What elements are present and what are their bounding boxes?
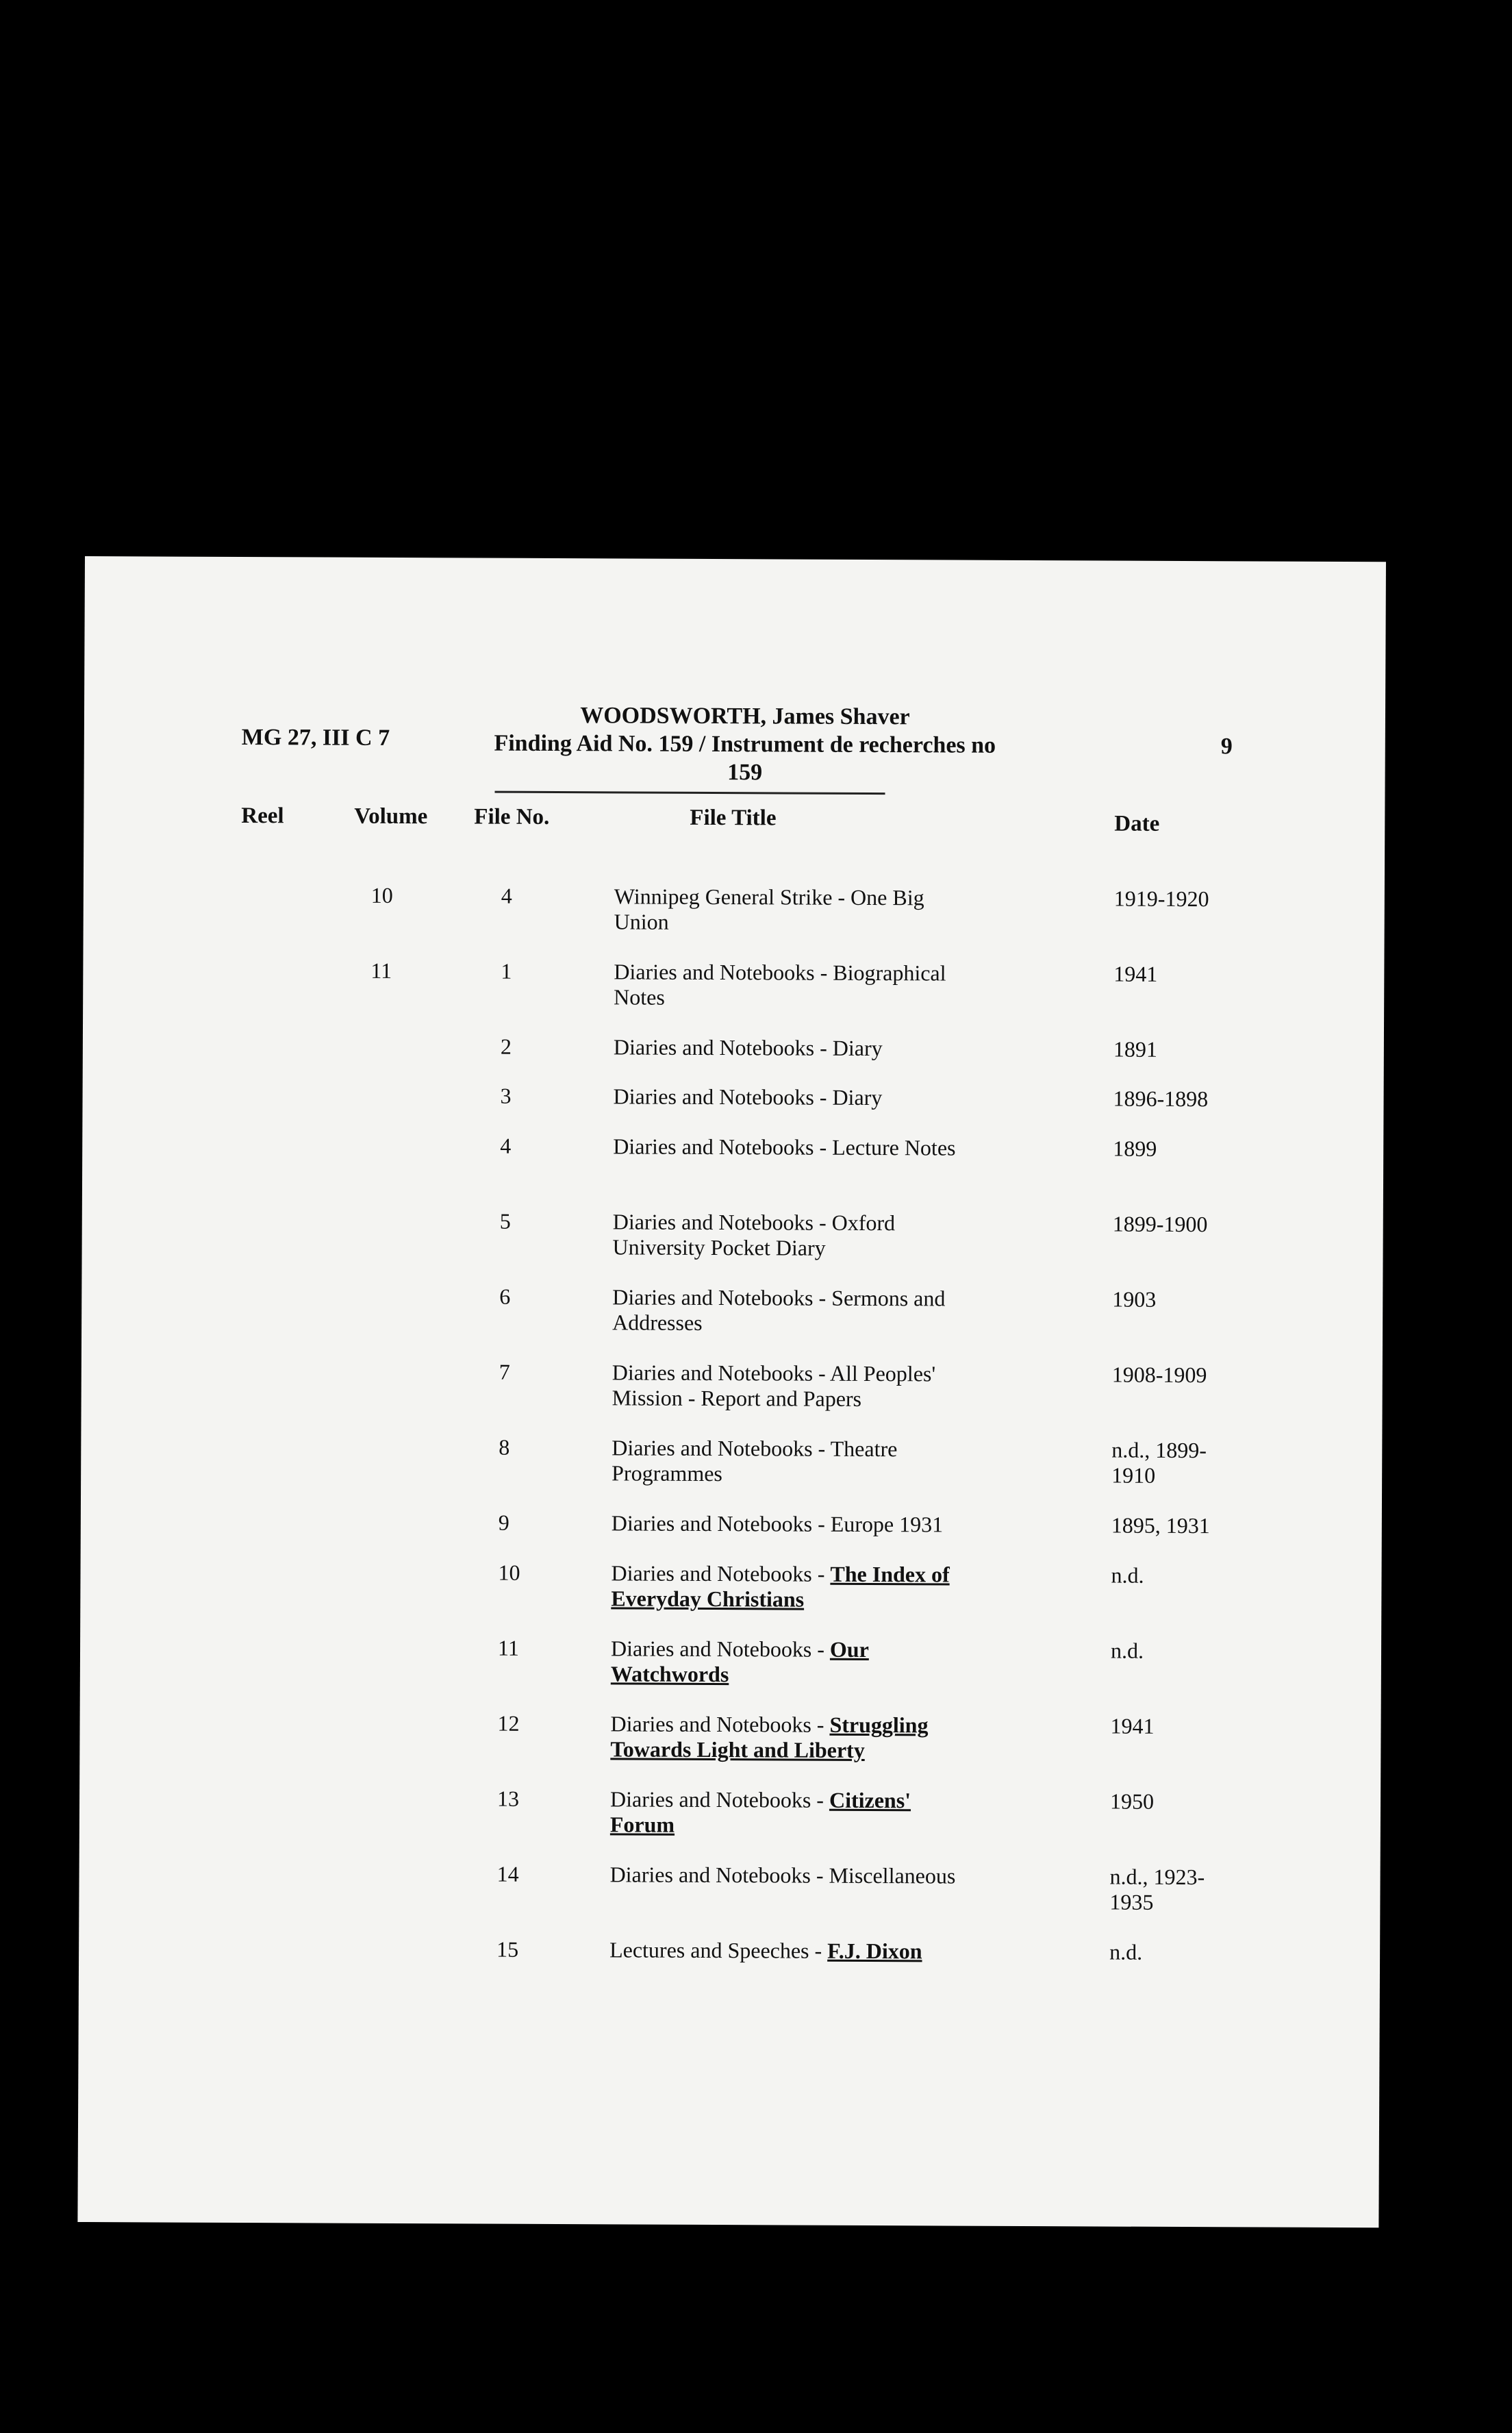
file-title-text: Diaries and Notebooks - Diary bbox=[613, 1084, 883, 1110]
date-cell: 1903 bbox=[1112, 1286, 1157, 1312]
file-title-cell bbox=[613, 1209, 983, 1261]
finding-aid-title: Finding Aid No. 159 / Instrument de recherches no 159 bbox=[494, 730, 996, 785]
file-number-cell: 4 bbox=[500, 1133, 512, 1158]
file-number-cell: 5 bbox=[499, 1208, 511, 1234]
volume-cell: 10 bbox=[370, 882, 393, 908]
file-title-text: Diaries and Notebooks - bbox=[610, 1636, 831, 1662]
file-title-text: Winnipeg General Strike - One Big Union bbox=[614, 884, 924, 934]
date-cell: 1941 bbox=[1110, 1713, 1155, 1738]
table-row bbox=[82, 1207, 1383, 1260]
file-title-text: Diaries and Notebooks - Sermons and Addresses bbox=[612, 1284, 946, 1335]
date-cell: n.d. bbox=[1111, 1562, 1144, 1588]
file-title-underlined: Our Watchwords bbox=[610, 1636, 869, 1687]
file-number-cell: 8 bbox=[499, 1434, 510, 1460]
date-cell: 1941 bbox=[1113, 961, 1158, 986]
table-row bbox=[81, 1282, 1383, 1335]
file-title-cell bbox=[612, 1510, 981, 1537]
file-title-underlined: Struggling Towards Light and Liberty bbox=[610, 1712, 929, 1762]
file-title-cell bbox=[610, 1786, 980, 1838]
table-row bbox=[79, 1860, 1381, 1914]
file-title-underlined: Citizens' Forum bbox=[609, 1787, 911, 1837]
file-title-cell bbox=[613, 1134, 983, 1160]
table-row bbox=[81, 1358, 1383, 1411]
file-title-text: Diaries and Notebooks - Biographical Notes bbox=[614, 959, 946, 1010]
file-title-cell bbox=[610, 1711, 980, 1763]
file-title-cell bbox=[613, 1084, 983, 1110]
file-number-cell: 3 bbox=[500, 1083, 512, 1108]
date-cell: 1899 bbox=[1113, 1136, 1157, 1161]
date-cell: n.d., 1899-1910 bbox=[1111, 1437, 1207, 1488]
file-number-cell: 2 bbox=[500, 1034, 512, 1059]
file-title-text: Diaries and Notebooks - bbox=[611, 1560, 831, 1586]
table-row bbox=[81, 1558, 1382, 1612]
table-row bbox=[79, 1935, 1380, 1964]
date-cell: 1891 bbox=[1113, 1036, 1157, 1062]
header-rule bbox=[494, 791, 885, 795]
column-header-volume: Volume bbox=[354, 803, 428, 829]
file-number-cell: 11 bbox=[497, 1635, 519, 1660]
file-title-text: Diaries and Notebooks - Theatre Programmes bbox=[612, 1435, 898, 1486]
file-title-text: Diaries and Notebooks - bbox=[610, 1711, 830, 1737]
fonds-name: WOODSWORTH, James Shaver bbox=[580, 703, 910, 730]
file-number-cell: 15 bbox=[496, 1936, 519, 1962]
file-number-cell: 12 bbox=[497, 1710, 520, 1736]
file-title-cell bbox=[609, 1937, 979, 1964]
date-cell: 1908-1909 bbox=[1111, 1362, 1207, 1388]
column-header-file-title: File Title bbox=[690, 805, 777, 831]
file-title-text: Diaries and Notebooks - All Peoples' Mission - Report and Papers bbox=[612, 1360, 936, 1411]
file-title-underlined: The Index of Everyday Christians bbox=[611, 1561, 950, 1612]
table-row bbox=[83, 957, 1384, 1010]
date-cell: 1919-1920 bbox=[1113, 886, 1209, 912]
column-header-date: Date bbox=[1114, 811, 1160, 836]
file-title-cell bbox=[612, 1360, 982, 1412]
file-title-text: Lectures and Speeches - bbox=[609, 1937, 828, 1963]
file-title-cell bbox=[611, 1636, 981, 1688]
file-title-underlined: F.J. Dixon bbox=[827, 1938, 922, 1964]
file-title-text: Diaries and Notebooks - Oxford University Pocket Diary bbox=[612, 1209, 896, 1260]
file-title-cell bbox=[610, 1862, 980, 1888]
date-cell: 1895, 1931 bbox=[1111, 1512, 1210, 1538]
volume-cell: 11 bbox=[370, 958, 392, 983]
file-title-cell bbox=[614, 1034, 983, 1061]
date-cell: n.d., 1923-1935 bbox=[1109, 1864, 1205, 1914]
date-cell: 1950 bbox=[1110, 1788, 1155, 1814]
file-title-text: Diaries and Notebooks - Miscellaneous bbox=[609, 1862, 956, 1888]
table-row bbox=[81, 1433, 1382, 1488]
file-title-text: Diaries and Notebooks - Diary bbox=[613, 1034, 883, 1061]
file-number-cell: 6 bbox=[499, 1284, 511, 1309]
file-number-cell: 9 bbox=[498, 1510, 509, 1535]
file-number-cell: 10 bbox=[498, 1560, 520, 1585]
date-cell: 1899-1900 bbox=[1112, 1211, 1208, 1237]
file-title-text: Diaries and Notebooks - bbox=[610, 1786, 830, 1812]
file-number-cell: 14 bbox=[496, 1861, 519, 1886]
table-row bbox=[84, 882, 1385, 934]
table-row bbox=[83, 1082, 1384, 1112]
file-number-cell: 1 bbox=[501, 958, 512, 984]
date-cell: n.d. bbox=[1109, 1939, 1143, 1964]
file-number-cell: 4 bbox=[501, 883, 512, 908]
file-title-cell bbox=[614, 959, 983, 1011]
file-title-cell bbox=[612, 1435, 981, 1487]
table-row bbox=[81, 1508, 1382, 1538]
table-row bbox=[80, 1634, 1381, 1687]
fonds-reference: MG 27, III C 7 bbox=[241, 725, 390, 751]
date-cell: n.d. bbox=[1110, 1638, 1144, 1663]
file-number-cell: 13 bbox=[497, 1786, 520, 1811]
page-header bbox=[481, 702, 1009, 796]
file-title-text: Diaries and Notebooks - Lecture Notes bbox=[613, 1134, 956, 1160]
file-title-cell bbox=[614, 884, 984, 936]
table-row bbox=[79, 1784, 1381, 1837]
table-row bbox=[80, 1709, 1381, 1762]
document-page bbox=[77, 556, 1386, 2228]
page-number: 9 bbox=[1220, 734, 1233, 760]
table-row bbox=[83, 1032, 1384, 1062]
column-header-reel: Reel bbox=[241, 803, 284, 829]
file-number-cell: 7 bbox=[499, 1359, 510, 1384]
date-cell: 1896-1898 bbox=[1113, 1086, 1209, 1112]
column-header-file-no: File No. bbox=[474, 804, 550, 829]
file-title-cell bbox=[612, 1284, 982, 1336]
file-title-cell bbox=[611, 1560, 981, 1612]
file-title-text: Diaries and Notebooks - Europe 1931 bbox=[611, 1510, 944, 1537]
table-row bbox=[82, 1132, 1383, 1161]
